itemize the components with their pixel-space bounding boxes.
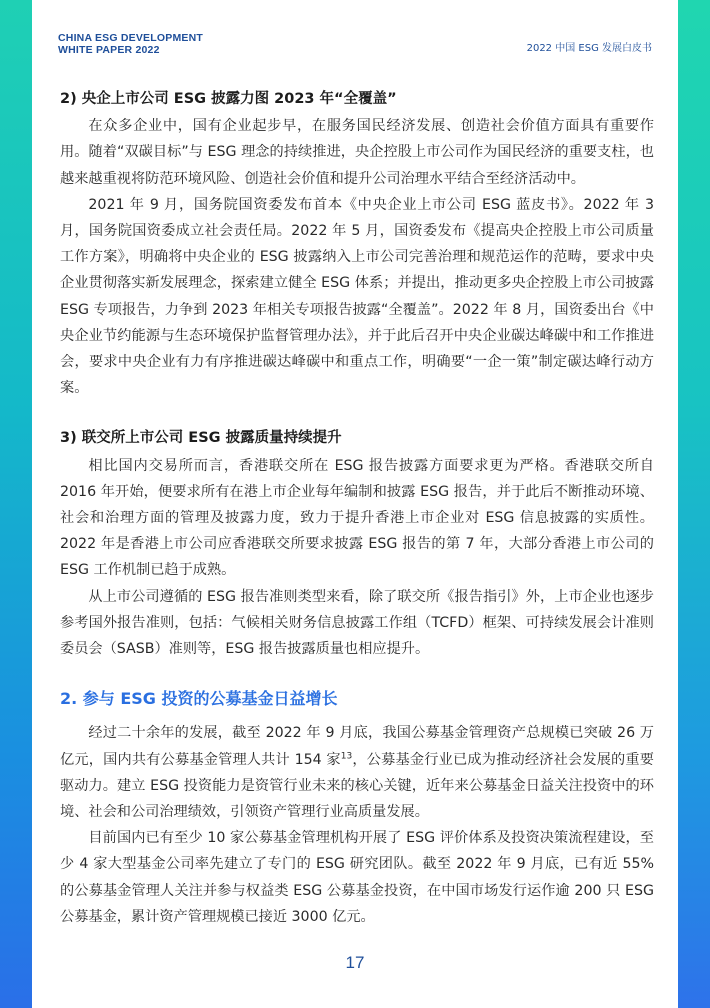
paragraph: 目前国内已有至少 10 家公募基金管理机构开展了 ESG 评价体系及投资决策流程建设，至少 4 家大型基金公司率先建立了专门的 ESG 研究团队。截至 2022 年 9 月底，已有近 55% 的公募基金管理人关注并参与权益类 ESG 公募基金投资，在中国市场发行运作逾 200 只 ESG 公募基金，累计资产管理规模已接近 3000 亿元。 bbox=[60, 830, 654, 925]
paragraph-text: ，公募基金行业已成为推动经济社会发展的重要驱动力。建立 ESG 投资能力是资管行业未来的核心关键，近年来公募基金日益关注投资中的环境、社会和公司治理绩效，引领资产管理行业高质量发展。 bbox=[60, 751, 654, 821]
paragraph-text: 经过二十余年的发展，截至 2022 年 9 月底，我国公募基金管理资产总规模已突破 26 万亿元，国内共有公募基金管理人共计 154 家 bbox=[60, 725, 654, 768]
footnote-ref[interactable]: 13 bbox=[340, 750, 353, 761]
paragraph: 在众多企业中，国有企业起步早，在服务国民经济发展、创造社会价值方面具有重要作用。随着“双碳目标”与 ESG 理念的持续推进，央企控股上市公司作为国民经济的重要支柱，也越来越重视将防范环境风险、创造社会价值和提升公司治理水平结合至经济活动中。 bbox=[60, 118, 654, 187]
left-gradient-band bbox=[0, 0, 32, 1008]
paragraph bbox=[60, 720, 654, 825]
page-number: 17 bbox=[345, 953, 365, 972]
document-page bbox=[32, 0, 678, 1008]
header-title-line2: WHITE PAPER 2022 bbox=[58, 44, 160, 56]
page-header bbox=[58, 32, 652, 62]
subsection-heading-hkex: 3) 联交所上市公司 ESG 披露质量持续提升 bbox=[60, 430, 342, 447]
paragraph: 从上市公司遵循的 ESG 报告准则类型来看，除了联交所《报告指引》外，上市企业也逐步参考国外报告准则，包括：气候相关财务信息披露工作组（TCFD）框架、可持续发展会计准则委员会（SASB）准则等，ESG 报告披露质量也相应提升。 bbox=[60, 588, 654, 658]
header-title-cn: 2022 中国 ESG 发展白皮书 bbox=[526, 43, 652, 54]
paragraph: 2021 年 9 月，国务院国资委发布首本《中央企业上市公司 ESG 蓝皮书》。2022 年 3 月，国务院国资委成立社会责任局。2022 年 5 月，国资委发布《提高央企控股上市公司质量工作方案》，明确将中央企业的 ESG 披露纳入上市公司完善治理和规范运作的范畴，要求中央企业贯彻落实新发展理念，探索建立健全 ESG 体系；并提出，推动更多央企控股上市公司披露 ESG 专项报告，力争到 2023 年相关专项报告披露“全覆盖”。2022 年 8 月，国资委出台《中央企业节约能源与生态环境保护监督管理办法》，并于此后召开中央企业碳达峰碳中和工作推进会，要求中央企业有力有序推进碳达峰碳中和重点工作，明确要“一企一策”制定碳达峰行动方案。 bbox=[60, 196, 654, 397]
page-content bbox=[60, 86, 654, 930]
subsection-heading-soe: 2) 央企上市公司 ESG 披露力图 2023 年“全覆盖” bbox=[60, 91, 397, 107]
section-heading-funds: 2. 参与 ESG 投资的公募基金日益增长 bbox=[60, 689, 338, 709]
header-title-en bbox=[58, 32, 203, 56]
paragraph: 相比国内交易所而言，香港联交所在 ESG 报告披露方面要求更为严格。香港联交所自 2016 年开始，便要求所有在港上市企业每年编制和披露 ESG 报告，并于此后不断推动环境、社会和治理方面的管理及披露力度，致力于提升香港上市企业对 ESG 信息披露的实质性。2022 年是香港上市公司应香港联交所要求披露 ESG 报告的第 7 年，大部分香港上市公司的 ESG 工作机制已趋于成熟。 bbox=[60, 457, 654, 579]
right-gradient-band bbox=[678, 0, 710, 1008]
header-title-line1: CHINA ESG DEVELOPMENT bbox=[58, 32, 203, 44]
